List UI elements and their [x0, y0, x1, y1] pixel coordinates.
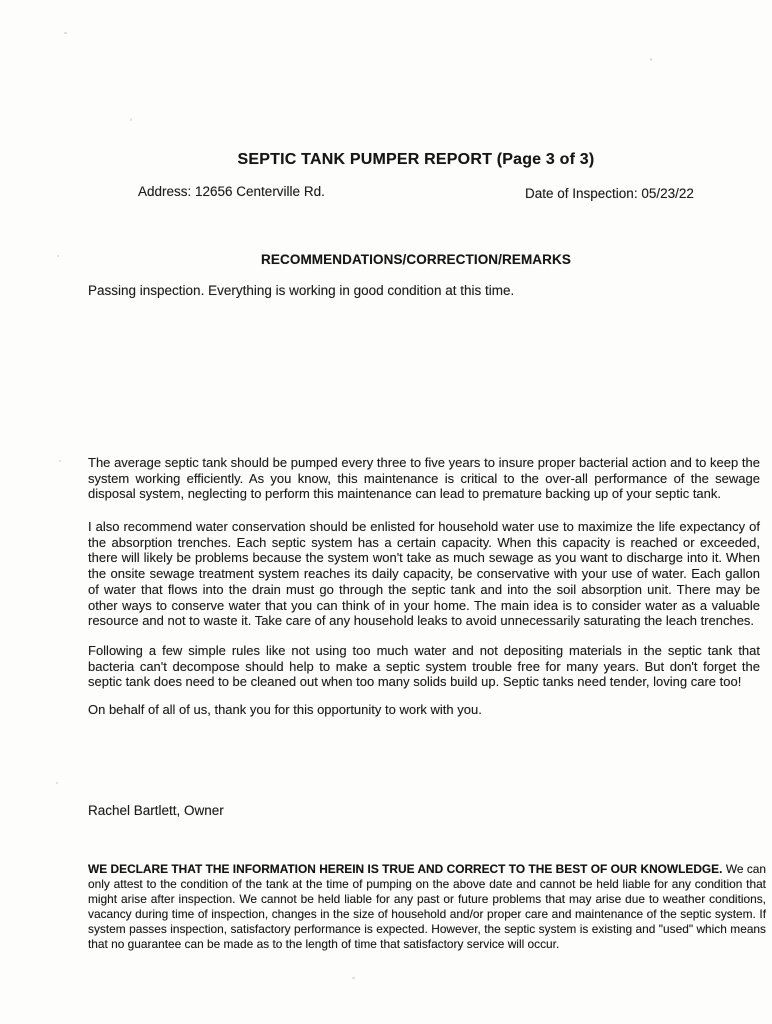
body-paragraph-conservation: I also recommend water conservation should be enlisted for household water use to maximize the life expectancy of the absorption trenches. Each septic system has a certain capacity. When this capacity is reached or exceeded, there will likely be problems because the system won't take as much sewage as you want to discharge into it. When the onsite sewage treatment system reaches its daily capacity, be conservative with your use of water. Each gallon of water that flows into the drain must go through the septic tank and into the soil absorption unit. There may be other ways to conserve water that you can think of in your home. The main idea is to consider water as a valuable resource and not to waste it. Take care of any household leaks to avoid unnecessarily saturating the leach trenches. [88, 519, 760, 629]
declaration-body-text: We can only attest to the condition of the tank at the time of pumping on the above date and cannot be held liable for any condition that might arise after inspection. We cannot be held liable for any past or future problems that may arise due to weather conditions, vacancy during time of inspection, changes in the size of household and/or proper care and maintenance of the septic system. If system passes inspection, satisfactory performance is expected. However, the septic system is existing and "used" which means that no guarantee can be made as to the length of time that satisfactory service will occur. [88, 862, 767, 952]
inspection-date: Date of Inspection: 05/23/22 [525, 186, 694, 201]
signature-line: Rachel Bartlett, Owner [88, 803, 224, 818]
body-paragraph-rules: Following a few simple rules like not using too much water and not depositing materials in the septic tank that bacteria can't decompose should help to make a septic system trouble free for many years. But don't forget the septic tank does need to be cleaned out when too many solids build up. Septic tanks need tender, loving care too! [88, 643, 760, 690]
body-paragraph-pumping: The average septic tank should be pumped every three to five years to insure proper bacterial action and to keep the system working efficiently. As you know, this maintenance is critical to the over-all performance of the sewage disposal system, neglecting to perform this maintenance can lead to premature backing up of your septic tank. [88, 455, 760, 502]
address-label: Address: [138, 184, 192, 199]
scan-speck [57, 255, 59, 257]
remark-text: Passing inspection. Everything is working in good condition at this time. [88, 283, 515, 298]
declaration-bold-sentence: WE DECLARE THAT THE INFORMATION HEREIN IS TRUE AND CORRECT TO THE BEST OF OUR KNOWLEDGE. [88, 862, 723, 876]
scan-speck [130, 118, 132, 121]
report-title: SEPTIC TANK PUMPER REPORT (Page 3 of 3) [237, 151, 595, 168]
section-heading: RECOMMENDATIONS/CORRECTION/REMARKS [261, 252, 571, 267]
address-value: 12656 Centerville Rd. [195, 184, 325, 199]
closing-line: On behalf of all of us, thank you for this opportunity to work with you. [88, 702, 482, 717]
scan-speck [352, 977, 355, 979]
scan-speck [56, 782, 58, 784]
scan-speck [64, 32, 67, 34]
declaration-paragraph [88, 862, 766, 953]
scan-speck [649, 58, 652, 62]
scan-speck [59, 460, 61, 462]
